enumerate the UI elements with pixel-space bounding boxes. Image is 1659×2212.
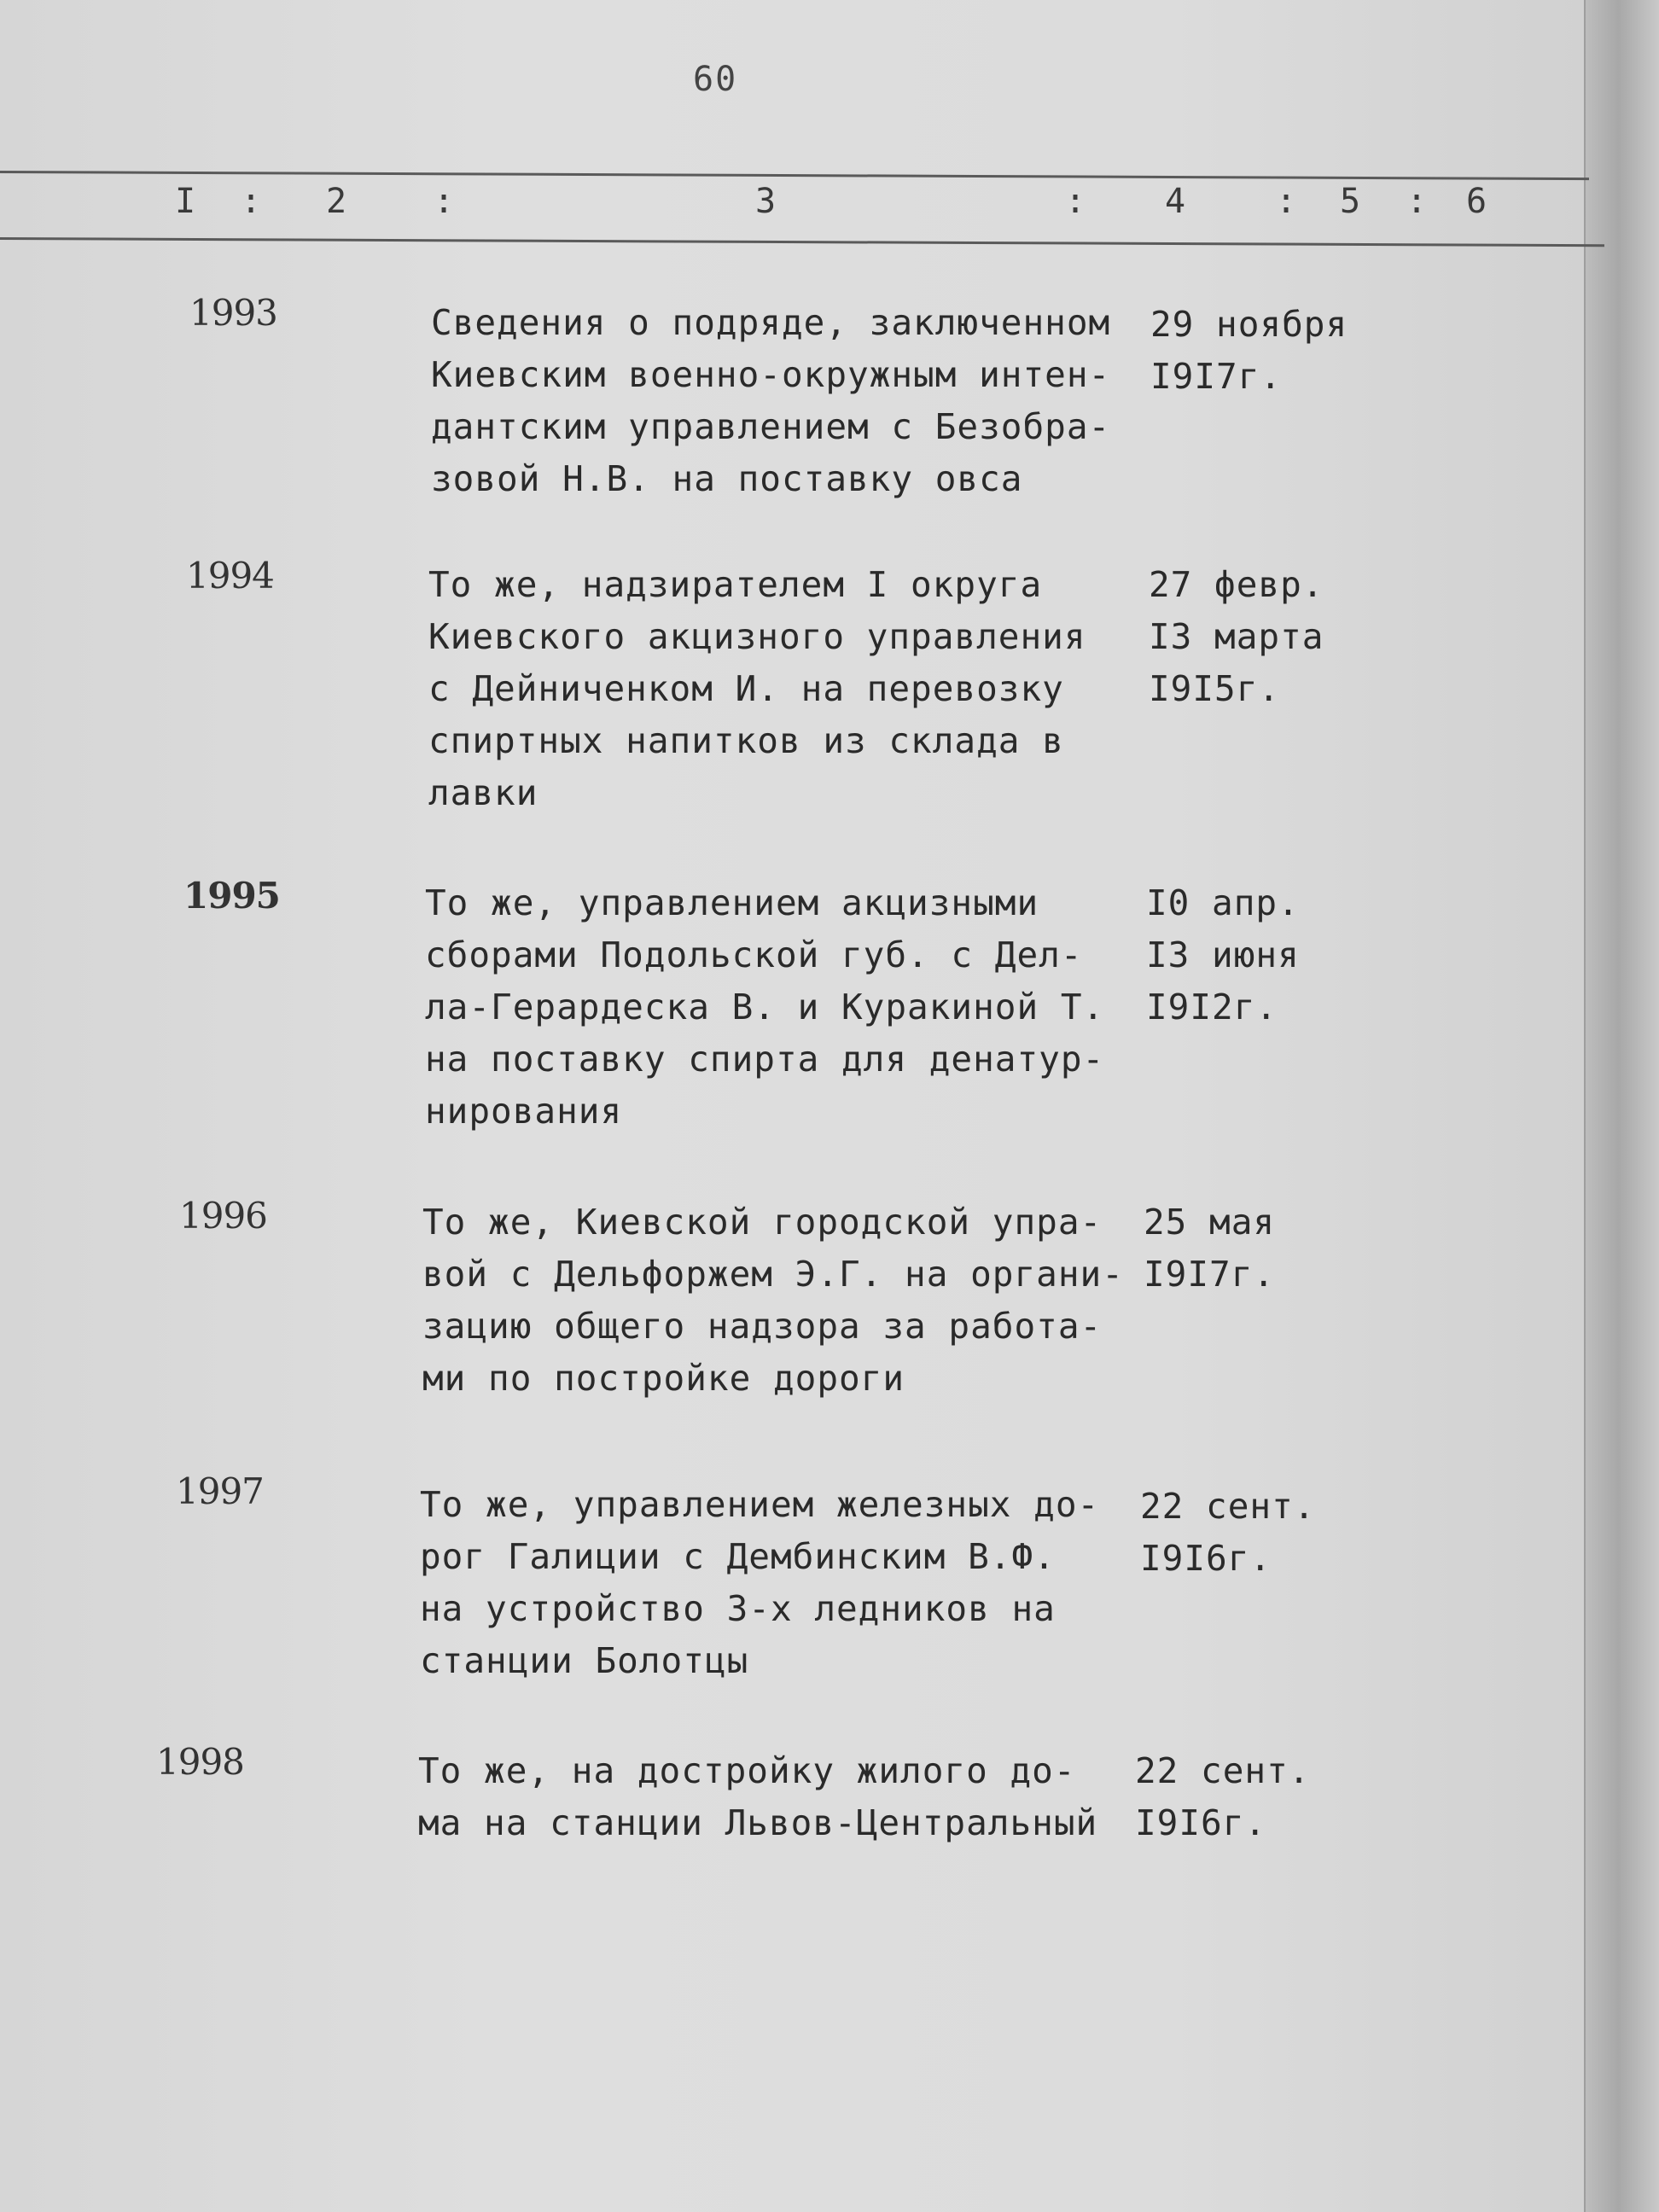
description-line: спиртных напитков из склада в xyxy=(428,720,1064,761)
entry-description xyxy=(420,1479,1099,1687)
description-line: вой с Дельфоржем Э.Г. на органи- xyxy=(422,1254,1124,1295)
page-number: 60 xyxy=(693,60,738,99)
column-separator: : xyxy=(1276,182,1297,221)
entry-number: 1996 xyxy=(179,1195,267,1237)
date-line: 22 сент. xyxy=(1135,1750,1311,1791)
description-line: Киевского акцизного управления xyxy=(428,616,1086,657)
description-line: То же, Киевской городской упра- xyxy=(422,1202,1103,1243)
description-line: станции Болотцы xyxy=(420,1640,749,1681)
description-line: зовой Н.В. на поставку овса xyxy=(431,458,1023,499)
column-header-5: 5 xyxy=(1340,182,1361,221)
description-line: нирования xyxy=(425,1091,623,1132)
entry-date xyxy=(1149,559,1324,715)
date-line: 25 мая xyxy=(1144,1202,1276,1243)
description-line: То же, управлением акцизными xyxy=(425,882,1039,923)
column-header-4: 4 xyxy=(1165,182,1186,221)
column-header-2: 2 xyxy=(326,182,347,221)
column-header-1: I xyxy=(175,182,196,221)
description-line: Киевским военно-окружным интен- xyxy=(431,354,1111,395)
date-line: 27 февр. xyxy=(1149,564,1324,605)
date-line: I9I5г. xyxy=(1149,668,1281,709)
description-line: рог Галиции с Дембинским В.Ф. xyxy=(420,1536,1056,1577)
entry-number: 1993 xyxy=(189,292,277,334)
column-header-3: 3 xyxy=(755,182,777,221)
description-line: на поставку спирта для денатур- xyxy=(425,1039,1105,1080)
header-top-rule xyxy=(0,171,1589,180)
date-line: I9I6г. xyxy=(1140,1538,1272,1579)
description-line: ми по постройке дороги xyxy=(422,1358,905,1399)
entry-date xyxy=(1135,1745,1310,1849)
entry-date xyxy=(1146,877,1300,1033)
description-line: Сведения о подряде, заключенном xyxy=(431,302,1111,343)
date-line: I9I6г. xyxy=(1135,1802,1267,1843)
date-line: I0 апр. xyxy=(1146,882,1300,923)
entry-description xyxy=(425,877,1104,1138)
description-line: зацию общего надзора за работа- xyxy=(422,1306,1103,1347)
description-line: То же, надзирателем I округа xyxy=(428,564,1043,605)
entry-date xyxy=(1144,1196,1275,1301)
description-line: сборами Подольской губ. с Дел- xyxy=(425,934,1083,975)
entry-description xyxy=(422,1196,1124,1405)
date-line: 22 сент. xyxy=(1140,1486,1316,1527)
entry-number: 1994 xyxy=(186,555,274,597)
description-line: ла-Герардеска В. и Куракиной Т. xyxy=(425,987,1105,1027)
description-line: дантским управлением с Безобра- xyxy=(431,406,1111,447)
description-line: ма на станции Львов-Центральный xyxy=(418,1802,1098,1843)
column-separator: : xyxy=(1406,182,1428,221)
entry-description xyxy=(428,559,1086,819)
column-header-6: 6 xyxy=(1466,182,1487,221)
description-line: с Дейниченком И. на перевозку xyxy=(428,668,1064,709)
description-line: То же, на достройку жилого до- xyxy=(418,1750,1076,1791)
entry-date xyxy=(1150,299,1348,403)
column-separator: : xyxy=(434,182,455,221)
entry-description xyxy=(418,1745,1097,1849)
date-line: I3 марта xyxy=(1149,616,1324,657)
date-line: I9I7г. xyxy=(1144,1254,1276,1295)
description-line: лавки xyxy=(428,772,538,813)
header-bottom-rule xyxy=(0,237,1604,247)
entry-number: 1998 xyxy=(156,1741,244,1783)
entry-description xyxy=(431,297,1110,505)
date-line: 29 ноября xyxy=(1150,304,1348,345)
column-separator: : xyxy=(1065,182,1086,221)
date-line: I9I2г. xyxy=(1146,987,1278,1027)
page-edge-shadow xyxy=(1584,0,1659,2212)
date-line: I3 июня xyxy=(1146,934,1300,975)
date-line: I9I7г. xyxy=(1150,356,1283,397)
entry-number: 1995 xyxy=(183,875,280,917)
entry-date xyxy=(1140,1481,1315,1585)
column-separator: : xyxy=(241,182,262,221)
description-line: на устройство 3-х ледников на xyxy=(420,1588,1056,1629)
description-line: То же, управлением железных до- xyxy=(420,1484,1100,1525)
entry-number: 1997 xyxy=(176,1470,264,1512)
